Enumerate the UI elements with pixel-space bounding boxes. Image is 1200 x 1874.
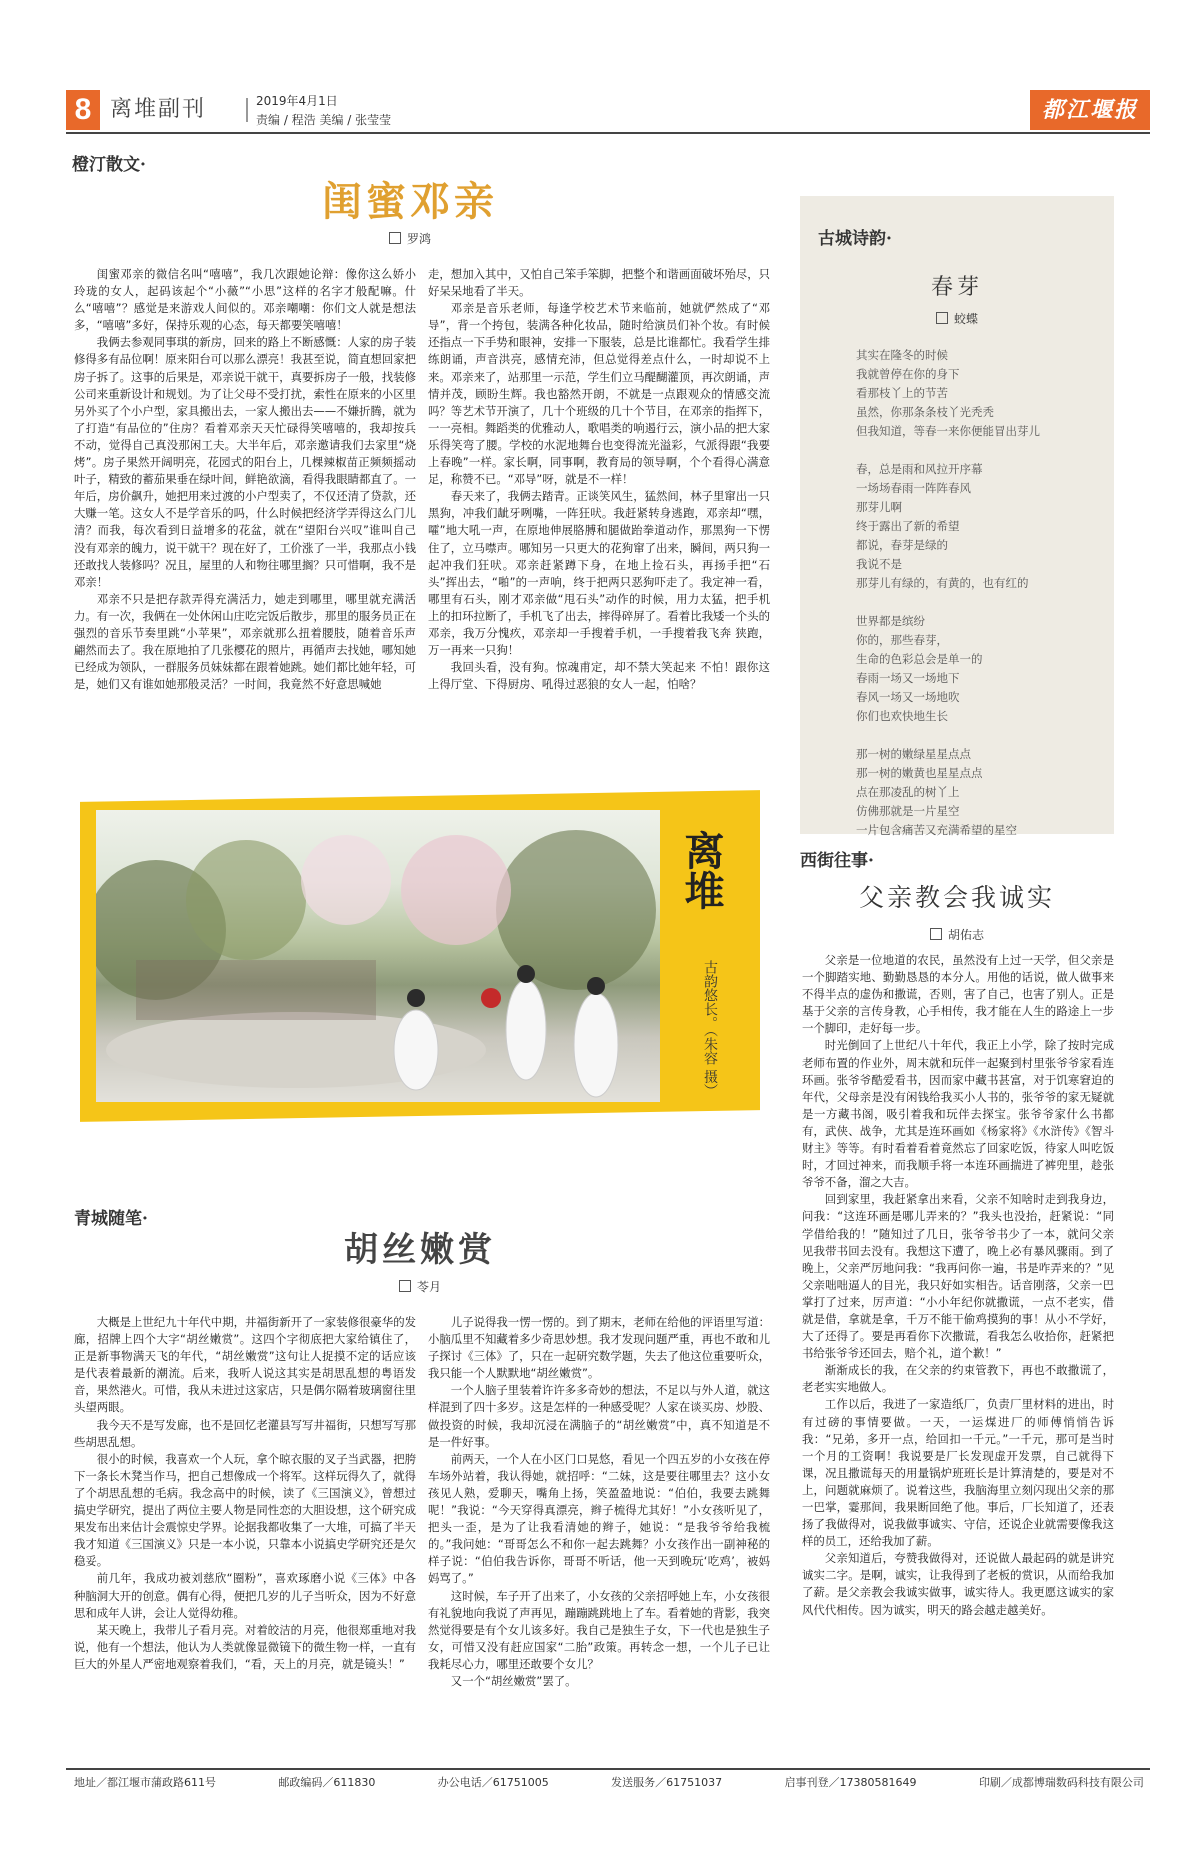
paragraph: 春天来了，我俩去踏青。正谈笑风生，猛然间，林子里窜出一只黑狗，冲我们龇牙咧嘴，一阵狂吠。我赶紧转身逃跑，邓亲却“嘿，嚯”地大吼一声，在原地伸展胳膊和腿做跆拳道动作，那黑狗一下愣住了，立马噤声。哪知另一只更大的花狗窜了出来，瞬间，两只狗一起冲我们狂吠。邓亲赶紧蹲下身，在地上捡石头，再扬手把“石头”挥出去，“啪”的一声响，终于把两只恶狗吓走了。我定神一看，哪里有石头，刚才邓亲做“甩石头”动作的时候，用力太猛，把手机上的扣环拉断了，手机飞了出去，摔得碎屏了。看着比我矮一个头的邓亲，我万分愧疚，邓亲却一手搜着手机，一手搜着我飞奔 狭跑，万一再来一只狗！ [428, 489, 770, 658]
poem-line: 那芽儿啊 [856, 500, 902, 514]
paragraph: 这时候，车子开了出来了，小女孩的父亲招呼她上车，小女孩很有礼貌地向我说了声再见，蹦蹦跳跳地上了车。看着她的背影，我突然觉得要是有个女儿该多好。我自己是独生子女，下一代也是独生子女，可惜又没有赶应国家“二胎”政策。再转念一想，一个儿子已让我耗尽心力，哪里还敢要个女儿？ [428, 1588, 770, 1671]
poem-line: 你们也欢快地生长 [856, 709, 948, 723]
poem-line: 点在那凌乱的树丫上 [856, 785, 960, 799]
column-label-essay2: 青城随笔· [74, 1209, 148, 1229]
section-name: 离堆副刊 [110, 97, 207, 122]
poem-line: 看那枝丫上的节苦 [856, 386, 948, 400]
poem-line: 世界都是缤纷 [856, 614, 925, 628]
editors: 责编 / 程浩 美编 / 张莹莹 [256, 113, 392, 127]
footer-rule [66, 1768, 1150, 1770]
paragraph: 前几年，我成功被刘慈欣“圈粉”，喜欢琢磨小说《三体》中各种脑洞大开的创意。偶有心得，便把几岁的儿子当听众，因为不好意思和成年人讲，会让人觉得幼稚。 [74, 1571, 416, 1620]
byline-guimi: 罗鸿 [300, 230, 520, 247]
article-title-father: 父亲教会我诚实 [858, 883, 1055, 912]
poem-line: 那一树的嫩黄也星星点点 [856, 766, 983, 780]
poem-line: 那一树的嫩绿星星点点 [856, 747, 971, 761]
column-label-essay: 橙汀散文· [72, 155, 146, 175]
poem-line: 你的，那些春芽， [856, 633, 948, 647]
paragraph: 我俩去参观同事琪的新房，回来的路上不断感慨：人家的房子装修得多有品位啊！原来阳台可以那么漂亮！我甚至说，简直想回家把房子拆了。这事的后果是，邓亲说干就干，真要拆房子一般，找装修公司来重新设计和规划。为了让父母不受打扰，索性在原来的小区里另外买了个小户型，家具搬出去，一家人搬出去——不嫌折腾，就为了打造“有品位的”住房？看着邓亲天天忙碌得笑嘻嘻的，我却按兵不动，觉得自己真没那闲工夫。大半年后，邓亲邀请我们去家里“烧烤”。房子果然开阔明亮，花园式的阳台上，几棵辣椒苗正频频摇动叶子，精致的蓄茄果垂在绿叶间，鲜艳欲滴，看得我眼睛都直了。一年后，房价飙升，她把用来过渡的小户型卖了，不仅还清了贷款，还大赚一笔。这女人不是学音乐的吗，什么时候把经济学弄得这么门儿清？而我，每次看到日益增多的花盆，就在“望阳台兴叹”谁叫自己没有邓亲的魄力，说干就干？现在好了，工价涨了一半，我那点小钱还敢找人装修吗？况且，屋里的人和物往哪里搁？只可惜啊，我不是邓亲！ [74, 335, 416, 589]
festival-photo [96, 810, 660, 1102]
paragraph: 前两天，一个人在小区门口晃悠，看见一个四五岁的小女孩在停车场外站着，我认得她，就招呼：“二妹，这是要往哪里去？这小女孩见人熟，爱聊天，嘴角上扬，笑盈盈地说：“伯伯，我要去跳舞呢！”我说：“今天穿得真漂亮，辫子梳得尤其好！”小女孩听见了，把头一歪，是为了让我看清她的辫子，她说：“是我爷爷给我梳的。”我问她：“哥哥怎么不和你一起去跳舞？小女孩作出一副神秘的样子说：“伯伯我告诉你，哥哥不听话，他一天到晚玩‘吃鸡’，被妈妈骂了。” [428, 1451, 770, 1586]
byline-box-icon [930, 928, 942, 940]
paragraph: 走，想加入其中，又怕自己笨手笨脚，把整个和谐画面破坏殆尽，只好呆呆地看了半天。 [428, 267, 770, 299]
footer-ads: 启事刊登／17380581649 [784, 1776, 917, 1789]
paragraph: 某天晚上，我带儿子看月亮。对着皎洁的月亮，他很郑重地对我说，他有一个想法，他认为人类就像显微镜下的微生物一样，一直有巨大的外星人严密地观察着我们，“看，天上的月亮，就是镜头！” [74, 1622, 416, 1671]
paragraph: 父亲知道后，夸赞我做得对，还说做人最起码的就是讲究诚实二字。是啊，诚实，让我得到了老板的赏识，从而给我加了薪。是父亲教会我诚实做事，诚实待人。我更愿这诚实的家风代代相传。因为诚实，明天的路会越走越美好。 [802, 1551, 1114, 1617]
byline-box-icon [399, 1280, 411, 1292]
poem-line: 春，总是雨和风拉开序幕 [856, 462, 983, 476]
paragraph: 大概是上世纪九十年代中期，井福街新开了一家装修很豪华的发廊，招牌上四个大字“胡丝嫩赏”。这四个字彻底把大家给镇住了，正是新事物满天飞的年代，“胡丝嫩赏”这句让人捉摸不定的话应该是代表着最新的潮流。后来，我听人说这其实是胡思乱想的粤语发音，果然港火。可惜，我从未进过这家店，只是偶尔隔着玻璃窗往里头望两眼。 [74, 1315, 416, 1415]
paragraph: 回到家里，我赶紧拿出来看，父亲不知啥时走到我身边，问我：“这连环画是哪儿弄来的？”我头也没抬，赶紧说：“同学借给我的！”随知过了几日，张爷爷书少了一本，就问父亲见我带书回去没有。我想这下遭了，晚上必有暴风骤雨。到了晚上，父亲严厉地问我：“我再问你一遍，书是咋弄来的？”见父亲咄咄逼人的目光，我只好如实相告。话音刚落，父亲一巴掌打了过来，厉声道：“小小年纪你就撒谎，一点不老实，借就是借，拿就是拿，千万不能干偷鸡摸狗的事！从小不学好，大了还得了。要是再看你下次撒谎，看我怎么收拾你，赶紧把书给张爷爷还回去，赔个礼，道个歉！” [802, 1192, 1114, 1361]
paragraph: 很小的时候，我喜欢一个人玩，拿个晾衣服的叉子当武器，把胯下一条长木凳当作马，把自己想像成一个将军。这样玩得久了，就得了个胡思乱想的毛病。我念高中的时候，读了《三国演义》，曾想过搞史学研究，提出了两位主要人物是同性恋的大胆设想，这个研究成果发布出来估计会震惊史学界。论据我都收集了一大堆，可搞了半天我才知道《三国演义》只是一本小说，只靠本小说搞史学研究还是欠稳妥。 [74, 1451, 416, 1569]
footer-address: 地址／都江堰市蒲政路611号 [74, 1776, 216, 1789]
photo-caption-sub: 古韵悠长。（朱容 摄） [702, 960, 718, 1098]
poem-line: 仿佛那就是一片星空 [856, 804, 960, 818]
footer-office-phone: 办公电话／61751005 [437, 1776, 549, 1789]
guimi-col-2 [428, 266, 770, 776]
paragraph: 我今天不是写发廊，也不是回忆老灌县写写井福街，只想写写那些胡思乱想。 [74, 1417, 416, 1449]
byline-box-icon [936, 312, 948, 324]
byline-father: 胡佑志 [800, 926, 1114, 943]
poem-line: 生命的色彩总会是单一的 [856, 652, 983, 666]
section-divider [246, 98, 248, 122]
masthead-rule [66, 132, 1150, 134]
poem-line: 但我知道，等春一来你便能冒出芽儿 [856, 424, 1040, 438]
poem-line: 我就曾停在你的身下 [856, 367, 960, 381]
paragraph: 又一个“胡丝嫩赏”罢了。 [450, 1673, 577, 1688]
poem-line: 春风一场又一场地吹 [856, 690, 960, 704]
poem-line: 那芽儿有绿的，有黄的，也有红的 [856, 576, 1029, 590]
paragraph: 时光倒回了上世纪八十年代，我正上小学，除了按时完成老师布置的作业外，周末就和玩伴一起聚到村里张爷爷家看连环画。张爷爷酷爱看书，因而家中藏书甚富，对于饥寒窘迫的年代，父母亲是没有闲钱给我买小人书的，张爷爷的家无疑就是一方藏书阁，吸引着我和玩伴去探宝。张爷爷家什么书都有，武侠、战争，尤其是连环画如《杨家将》《水浒传》《智斗财主》等等。有时看着看着竟然忘了回家吃饭，待家人叫吃饭时，才回过神来，而我顺手将一本连环画揣进了裤兜里，趁张爷爷不备，溜之大吉。 [802, 1038, 1114, 1190]
byline-box-icon [389, 232, 401, 244]
paper-logo: 都江堰报 [1030, 90, 1150, 130]
footer [74, 1774, 1144, 1790]
paragraph: 我回头看，没有狗。惊魂甫定，却不禁大笑起来 不怕！跟你这上得厅堂、下得厨房、吼得过恶狼的女人一起，怕啥？ [428, 660, 770, 692]
poem-line: 都说，春芽是绿的 [856, 538, 948, 552]
column-label-westst: 西街往事· [800, 851, 874, 871]
article-title-husi: 胡丝嫩赏 [344, 1230, 496, 1270]
poem-title: 春芽 [930, 275, 983, 300]
paragraph: 渐渐成长的我，在父亲的约束管教下，再也不敢撒谎了，老老实实地做人。 [802, 1363, 1114, 1395]
poem-line: 春雨一场又一场地下 [856, 671, 960, 685]
paragraph: 父亲是一位地道的农民，虽然没有上过一天学，但父亲是一个脚踏实地、勤勤恳恳的本分人。用他的话说，做人做事来不得半点的虚伪和撒谎，否则，害了自己，也害了别人。正是基于父亲的言传身教，心手相传，我才能在人生的路途上一步一个脚印，走好每一步。 [802, 953, 1114, 1036]
issue-date: 2019年4月1日 [256, 94, 338, 108]
footer-postcode: 邮政编码／611830 [278, 1776, 376, 1789]
paragraph: 一个人脑子里装着许许多多奇妙的想法，不足以与外人道，就这样混到了四十多岁。这是怎样的一种感受呢？人家在谈买房、炒股、做投资的时候，我却沉浸在满脑子的“胡丝嫩赏”中，真不知道是不是一件好事。 [428, 1383, 770, 1449]
husi-col-1 [74, 1314, 416, 1734]
poem-line: 虽然，你那条条枝丫光秃秃 [856, 405, 994, 419]
paragraph: 儿子说得我一愣一愣的。到了期末，老师在给他的评语里写道：小脑瓜里不知藏着多少奇思妙想。我才发现问题严重，再也不敢和儿子探讨《三体》了，只在一起研究数学题，失去了他这位重要听众，我只能一个人默默地“胡丝嫩赏”。 [428, 1315, 770, 1381]
poem-line: 我说不是 [856, 557, 902, 571]
photo-caption-title: 离堆 [678, 830, 724, 910]
poem-line: 一场场春雨一阵阵春风 [856, 481, 971, 495]
article-title-guimi: 闺蜜邓亲 [322, 179, 498, 225]
byline-poem: 蛟蝶 [800, 310, 1114, 327]
paragraph: 闺蜜邓亲的微信名叫“嘻嘻”，我几次跟她论辩：像你这么娇小玲珑的女人，起码该起个“小薇”“小思”这样的名字才般配嘛。什么“嘻嘻”？感觉是来游戏人间似的。邓亲嘲嘲：你们文人就是想法多，“嘻嘻”多好，保持乐观的心态，每天都要笑嘻嘻！ [74, 267, 416, 333]
paragraph: 邓亲不只是把存款弄得充满活力，她走到哪里，哪里就充满活力。有一次，我俩在一处休闲山庄吃完饭后散步，那里的服务员正在强烈的音乐节奏里跳“小苹果”，邓亲就那么扭着腰肢，随着音乐声翩然而去了。我在原地拍了几张樱花的照片，再循声去找她，哪知她已经成为领队，一群服务员妹妹都在跟着她跳。她们都比她年轻，可是，她们又有谁如她那般灵活？一时间，我竟然不好意思喊她 [74, 591, 416, 692]
byline-husi: 苓月 [300, 1278, 540, 1295]
masthead [66, 90, 1150, 130]
footer-delivery: 发送服务／61751037 [611, 1776, 723, 1789]
poem-line: 其实在隆冬的时候 [856, 348, 948, 362]
paragraph: 工作以后，我进了一家造纸厂，负责厂里材料的进出，时有过磅的事情要做。一天，一运煤进厂的师傅悄悄告诉我：“兄弟，多开一点，给回扣一千元。”一千元，那可是当时一个月的工资啊！我说要是厂长发现虚开发票，自己就得下课，况且撒谎每天的用量锅炉班班长是计算清楚的，要是对不上，问题就麻烦了。说着这些，我脑海里立刻闪现出父亲的那一巴掌，霎那间，我果断回绝了他。事后，厂长知道了，还表扬了我做得对，说我做事诚实、守信，还说企业就需要像我这样的员工，还给我加了薪。 [802, 1397, 1114, 1549]
page-number-box: 8 [66, 90, 100, 130]
photo-scene [96, 810, 660, 1102]
guimi-col-1 [74, 266, 416, 776]
paragraph: 邓亲是音乐老师，每逢学校艺术节来临前，她就俨然成了“邓导”，背一个挎包，装满各种化妆品，随时给演员们补个妆。有时候还指点一下手势和眼神，安排一下服装，总是比谁都忙。我看学生排练朗诵，声音洪亮，感情充沛，但总觉得差点什么，一时却说不上来。邓亲来了，站那里一示范，学生们立马醍醐灌顶，再次朗诵，声情并茂，顾盼生辉。我也豁然开朗，不就是一点跟观众的情感交流吗？等艺术节开演了，几十个班级的几十个节目，在邓亲的指挥下，一一亮相。舞蹈类的优雅动人，歌唱类的响遏行云，演小品的把大家乐得笑弯了腰。学校的水泥地舞台也变得流光溢彩，气派得跟“我要上春晚”一样。家长啊，同事啊，教育局的领导啊，个个看得心满意足，称赞不已。“邓导”呀，就是不一样！ [428, 301, 770, 487]
father-body [802, 952, 1114, 1742]
poem-line: 一片包含痛苦又充满希望的星空 [856, 823, 1017, 837]
footer-printer: 印刷／成都博瑞数码科技有限公司 [978, 1776, 1144, 1789]
poem-line: 终于露出了新的希望 [856, 519, 960, 533]
poem-body [856, 346, 1106, 840]
husi-col-2 [428, 1314, 770, 1734]
column-label-poetry: 古城诗韵· [818, 229, 892, 249]
